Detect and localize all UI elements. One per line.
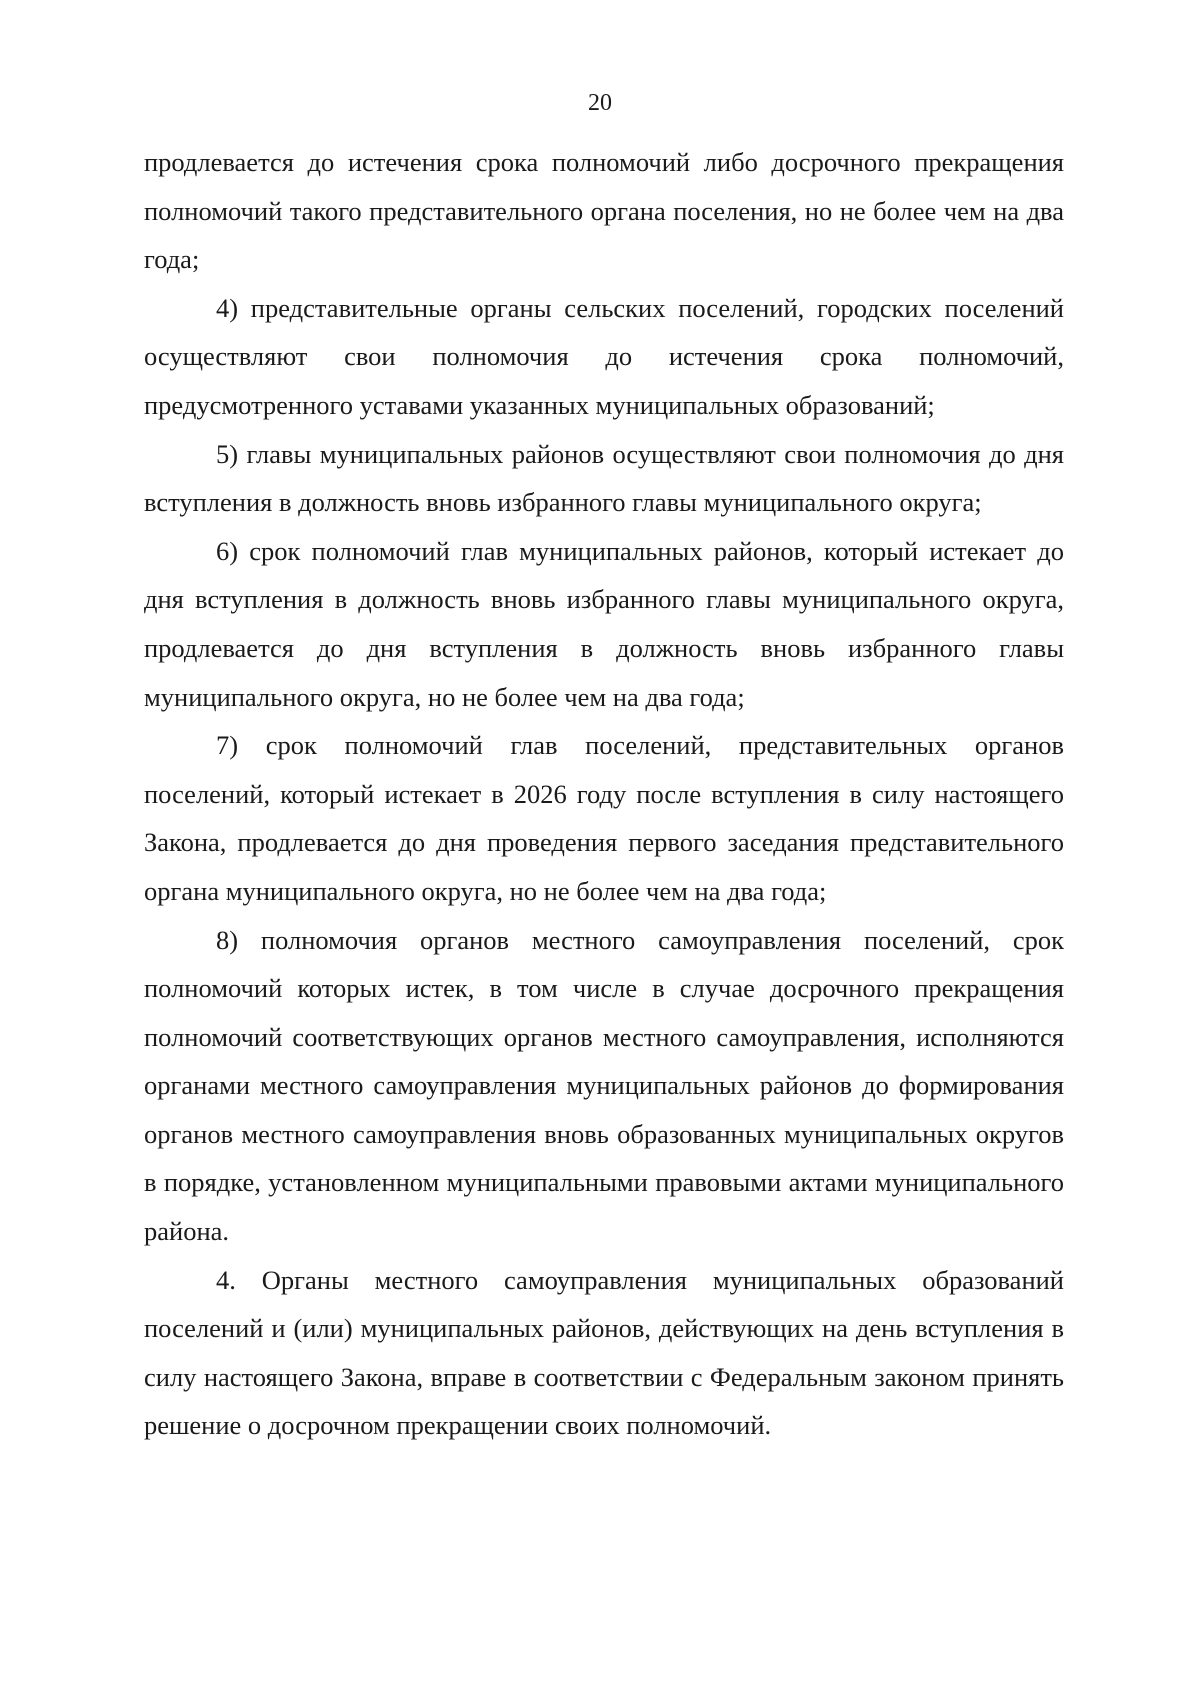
document-body xyxy=(144,138,1064,1450)
paragraph-item-4: 4) представительные органы сельских поселений, городских поселений осуществляют свои полномочия до истечения срока полномочий, предусмотренного уставами указанных муниципальных образований; xyxy=(144,292,1064,420)
paragraph-item-7: 7) срок полномочий глав поселений, представительных органов поселений, который истекает в 2026 году после вступления в силу настоящего Закона, продлевается до дня проведения первого заседания представительного органа муниципального округа, но не более чем на два года; xyxy=(144,730,1064,906)
paragraph-item-8: 8) полномочия органов местного самоуправления поселений, срок полномочий которых истек, в том числе в случае досрочного прекращения полномочий соответствующих органов местного самоуправления, исполняются органами местного самоуправления муниципальных районов до формирования органов местного самоуправления вновь образованных муниципальных округов в порядке, установленном муниципальными правовыми актами муниципального района. xyxy=(144,924,1064,1247)
page-number: 20 xyxy=(588,90,612,116)
paragraph-item-5: 5) главы муниципальных районов осуществляют свои полномочия до дня вступления в должность вновь избранного главы муниципального округа; xyxy=(144,438,1064,518)
paragraph-item-6: 6) срок полномочий глав муниципальных районов, который истекает до дня вступления в должность вновь избранного главы муниципального округа, продлевается до дня вступления в должность вновь избранного главы муниципального округа, но не более чем на два года; xyxy=(144,535,1064,712)
paragraph-continuation: продлевается до истечения срока полномочий либо досрочного прекращения полномочий такого представительного органа поселения, но не более чем на два года; xyxy=(144,147,1064,275)
paragraph-part-4: 4. Органы местного самоуправления муниципальных образований поселений и (или) муниципальных районов, действующих на день вступления в силу настоящего Закона, вправе в соответствии с Федеральным законом принять решение о досрочном прекращении своих полномочий. xyxy=(144,1264,1064,1441)
